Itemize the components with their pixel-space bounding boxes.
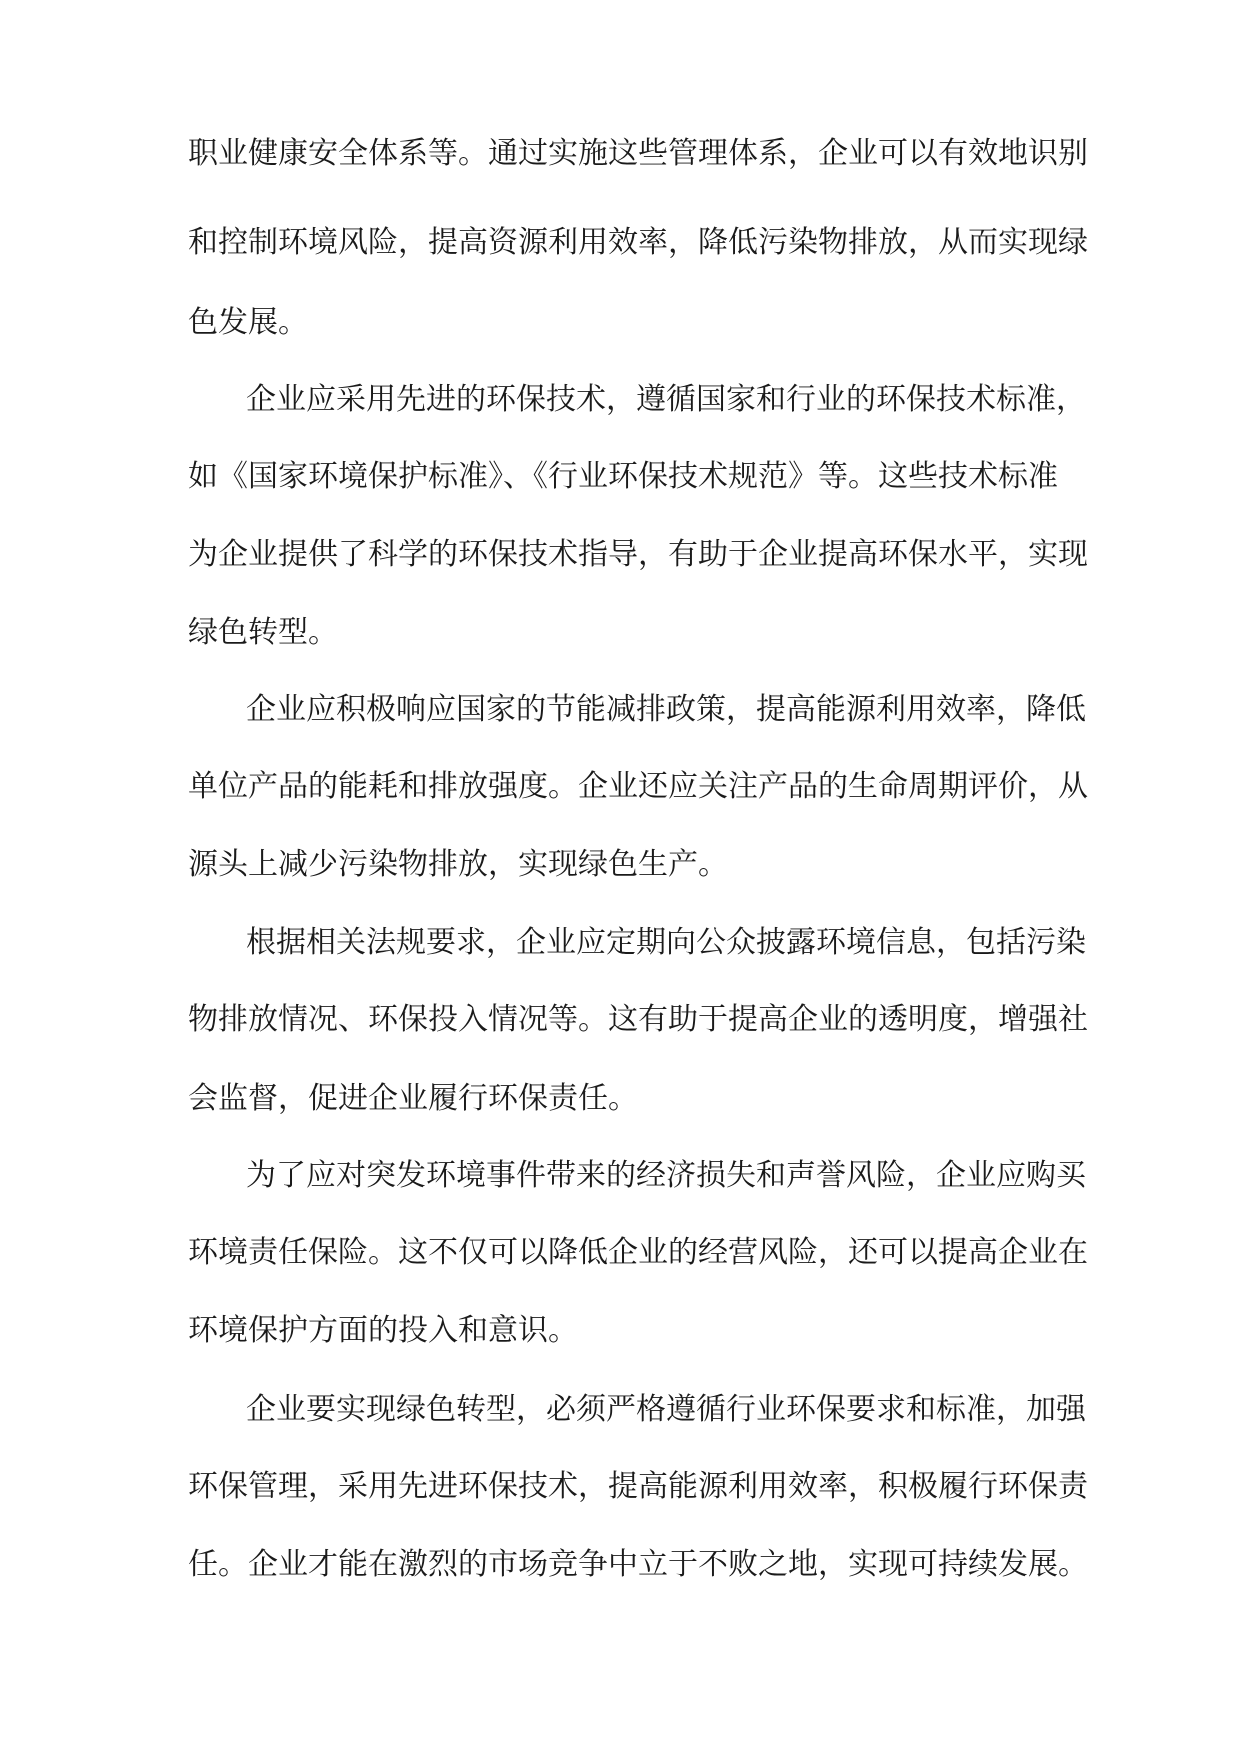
text-line: 环境保护方面的投入和意识。 [188, 1313, 578, 1348]
text-line: 物排放情况、环保投入情况等。这有助于提高企业的透明度，增强社 [188, 1002, 1088, 1037]
text-line: 为了应对突发环境事件带来的经济损失和声誉风险，企业应购买 [246, 1158, 1086, 1193]
text-line: 企业应采用先进的环保技术，遵循国家和行业的环保技术标准， [246, 382, 1086, 417]
text-line: 职业健康安全体系等。通过实施这些管理体系，企业可以有效地识别 [188, 136, 1088, 171]
text-line: 会监督，促进企业履行环保责任。 [188, 1081, 638, 1116]
text-line: 如《国家环境保护标准》、《行业环保技术规范》等。这些技术标准 [188, 459, 1058, 494]
text-line: 绿色转型。 [188, 615, 338, 650]
text-line: 环保管理，采用先进环保技术，提高能源利用效率，积极履行环保责 [188, 1469, 1088, 1504]
text-line: 环境责任保险。这不仅可以降低企业的经营风险，还可以提高企业在 [188, 1235, 1088, 1270]
text-line: 企业应积极响应国家的节能减排政策，提高能源利用效率，降低 [246, 692, 1086, 727]
text-line: 色发展。 [188, 305, 308, 340]
text-line: 企业要实现绿色转型，必须严格遵循行业环保要求和标准，加强 [246, 1392, 1086, 1427]
text-line: 源头上减少污染物排放，实现绿色生产。 [188, 847, 728, 882]
text-line: 和控制环境风险，提高资源利用效率，降低污染物排放，从而实现绿 [188, 225, 1088, 260]
text-line: 根据相关法规要求，企业应定期向公众披露环境信息，包括污染 [246, 925, 1086, 960]
text-line: 为企业提供了科学的环保技术指导，有助于企业提高环保水平，实现 [188, 537, 1088, 572]
text-line: 单位产品的能耗和排放强度。企业还应关注产品的生命周期评价，从 [188, 769, 1088, 804]
text-line: 任。企业才能在激烈的市场竞争中立于不败之地，实现可持续发展。 [188, 1547, 1088, 1582]
